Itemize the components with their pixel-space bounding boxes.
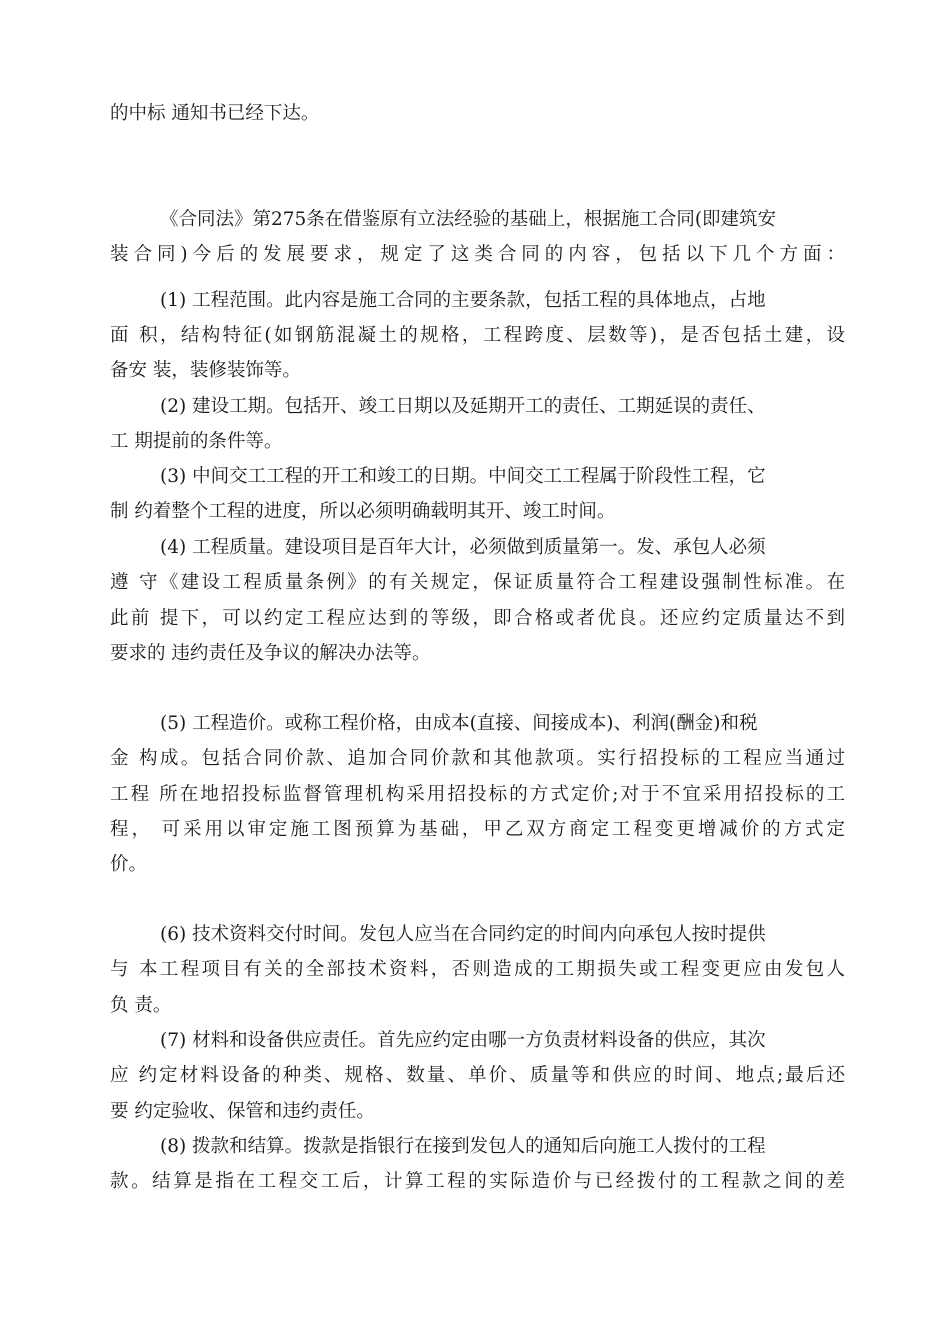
text-line: 备安 装，装修装饰等。 <box>110 360 301 381</box>
text-line: 工 期提前的条件等。 <box>110 431 283 452</box>
text-line: 要求的 违约责任及争议的解决办法等。 <box>110 643 431 664</box>
text-line: 款。结算是指在工程交工后，计算工程的实际造价与已经拨付的工程款之间的差 <box>110 1171 845 1192</box>
text-line: 此前 提下，可以约定工程应达到的等级，即合格或者优良。还应约定质量达不到 <box>110 608 845 629</box>
text-line: (2) 建设工期。包括开、竣工日期以及延期开工的责任、工期延误的责任、 <box>160 396 766 417</box>
text-line: (1) 工程范围。此内容是施工合同的主要条款，包括工程的具体地点，占地 <box>160 290 766 311</box>
text-line: 装合同)今后的发展要求，规定了这类合同的内容，包括以下几个方面： <box>110 244 845 265</box>
text-line: 金 构成。包括合同价款、追加合同价款和其他款项。实行招投标的工程应当通过 <box>110 748 845 769</box>
text-line: (5) 工程造价。或称工程价格，由成本(直接、间接成本)、利润(酬金)和税 <box>160 713 758 734</box>
text-line: 与 本工程项目有关的全部技术资料，否则造成的工期损失或工程变更应由发包人 <box>110 959 845 980</box>
text-line: 制 约着整个工程的进度，所以必须明确载明其开、竣工时间。 <box>110 501 616 522</box>
text-line: 应 约定材料设备的种类、规格、数量、单价、质量等和供应的时间、地点;最后还 <box>110 1065 845 1086</box>
text-line: (6) 技术资料交付时间。发包人应当在合同约定的时间内向承包人按时提供 <box>160 924 766 945</box>
text-line: (3) 中间交工工程的开工和竣工的日期。中间交工工程属于阶段性工程，它 <box>160 466 766 487</box>
text-line: 遵 守《建设工程质量条例》的有关规定，保证质量符合工程建设强制性标准。在 <box>110 572 845 593</box>
text-line: 要 约定验收、保管和违约责任。 <box>110 1101 375 1122</box>
text-line: 价。 <box>110 854 148 875</box>
text-line: 负 责。 <box>110 995 172 1016</box>
text-line: 《合同法》第275条在借鉴原有立法经验的基础上，根据施工合同(即建筑安 <box>160 209 777 230</box>
text-line: 工程 所在地招投标监督管理机构采用招投标的方式定价;对于不宜采用招投标的工 <box>110 784 845 805</box>
text-line: 面 积，结构特征(如钢筋混凝土的规格，工程跨度、层数等)，是否包括土建，设 <box>110 325 845 346</box>
text-line: (7) 材料和设备供应责任。首先应约定由哪一方负责材料设备的供应，其次 <box>160 1030 766 1051</box>
text-line: (8) 拨款和结算。拨款是指银行在接到发包人的通知后向施工人拨付的工程 <box>160 1136 766 1157</box>
text-line: (4) 工程质量。建设项目是百年大计，必须做到质量第一。发、承包人必须 <box>160 537 766 558</box>
text-line: 程， 可采用以审定施工图预算为基础，甲乙双方商定工程变更增减价的方式定 <box>110 819 845 840</box>
text-line: 的中标 通知书已经下达。 <box>110 103 320 124</box>
